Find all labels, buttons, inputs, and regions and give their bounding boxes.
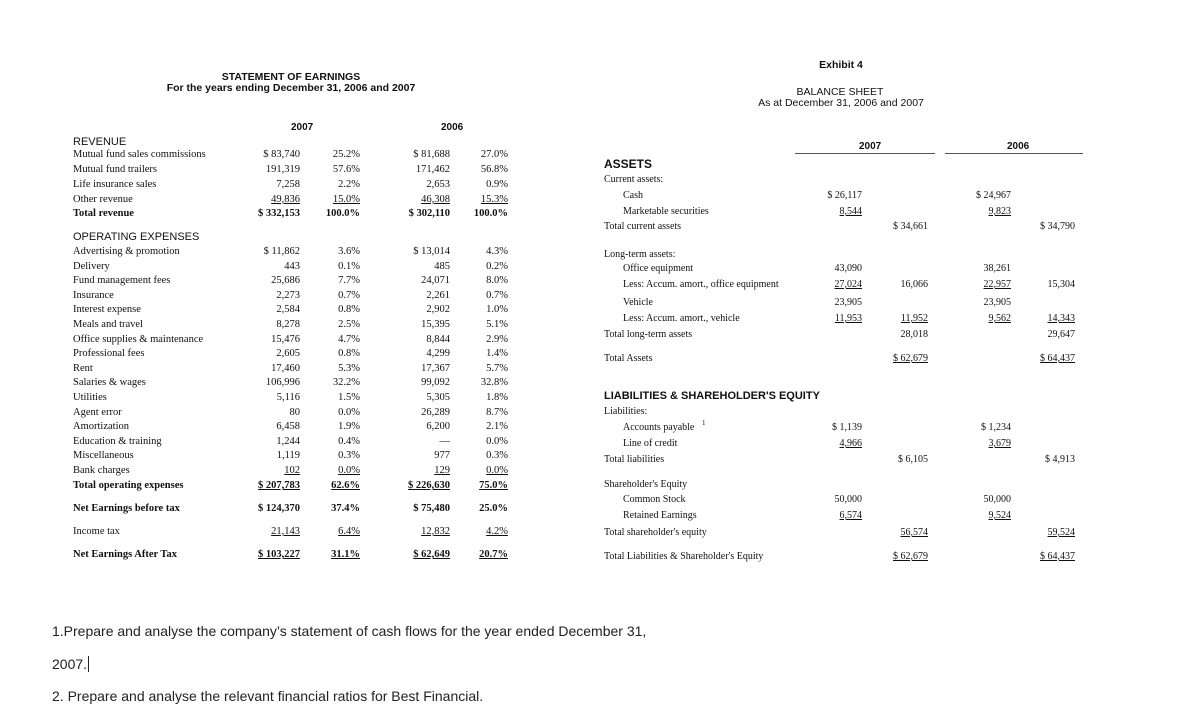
- earnings-subtitle: For the years ending December 31, 2006 and 2007: [166, 82, 416, 94]
- revenue-row-3-p07: 15.0%: [332, 194, 360, 205]
- total-assets-b07: $ 62,679: [893, 353, 928, 364]
- liabilities-label: Liabilities:: [604, 406, 648, 417]
- office-equipment-a07: 43,090: [834, 263, 862, 274]
- question-1-year: 2007.: [52, 656, 88, 672]
- expense-row-14-label: Miscellaneous: [73, 450, 134, 461]
- revenue-row-4-v07: $ 332,153: [258, 208, 300, 219]
- revenue-row-0-p06: 27.0%: [480, 149, 508, 160]
- total-current-assets-b06: $ 34,790: [1040, 221, 1075, 232]
- expense-row-10-p07: 1.5%: [338, 392, 360, 403]
- expense-row-4-label: Interest expense: [73, 304, 141, 315]
- accum-amort-vehicle-a07: 11,953: [834, 313, 862, 324]
- assets-header: ASSETS: [604, 157, 653, 171]
- shareholder-equity-label: Shareholder's Equity: [604, 479, 688, 490]
- net-earnings-after-tax-p07: 31.1%: [331, 549, 360, 560]
- revenue-row-0-v06: $ 81,688: [413, 149, 450, 160]
- expense-row-7-p06: 1.4%: [486, 348, 508, 359]
- expense-row-0-v06: $ 13,014: [413, 246, 450, 257]
- question-2: 2. Prepare and analyse the relevant financial ratios for Best Financial.: [52, 688, 484, 704]
- expense-row-9-label: Salaries & wages: [73, 377, 146, 388]
- accounts-payable-a06: $ 1,234: [981, 422, 1011, 433]
- revenue-row-2-p06: 0.9%: [486, 179, 508, 190]
- expense-row-13-p07: 0.4%: [338, 436, 360, 447]
- revenue-row-3-p06: 15.3%: [480, 194, 508, 205]
- office-equipment-label: Office equipment: [623, 263, 694, 274]
- expense-row-13-v06: —: [439, 436, 450, 447]
- expense-row-12-p07: 1.9%: [338, 421, 360, 432]
- expense-row-10-p06: 1.8%: [486, 392, 508, 403]
- expense-row-12-v07: 6,458: [276, 421, 300, 432]
- revenue-row-1-v06: 171,462: [415, 164, 450, 175]
- expense-row-0-p07: 3.6%: [338, 246, 360, 257]
- total-liabilities-b07: $ 6,105: [898, 454, 928, 465]
- net-earnings-after-tax-p06: 20.7%: [479, 549, 508, 560]
- expense-row-8-p07: 5.3%: [338, 363, 360, 374]
- total-current-assets-label: Total current assets: [604, 221, 682, 232]
- expense-row-9-p06: 32.8%: [480, 377, 508, 388]
- total-long-term-assets-b07: 28,018: [900, 329, 928, 340]
- expense-row-4-p07: 0.8%: [338, 304, 360, 315]
- expense-row-12-label: Amortization: [73, 421, 129, 432]
- revenue-row-4-v06: $ 302,110: [408, 208, 450, 219]
- total-long-term-assets-b06: 29,647: [1047, 329, 1075, 340]
- year-underline-2007: [795, 153, 935, 154]
- revenue-row-0-v07: $ 83,740: [263, 149, 300, 160]
- expense-row-6-v06: 8,844: [426, 334, 450, 345]
- accounts-payable-label: Accounts payable: [623, 422, 695, 433]
- expense-row-4-v07: 2,584: [276, 304, 300, 315]
- revenue-row-3-label: Other revenue: [73, 194, 133, 205]
- expense-row-11-v06: 26,289: [421, 407, 450, 418]
- accounts-payable-a07: $ 1,139: [832, 422, 862, 433]
- expense-row-16-p07: 62.6%: [331, 480, 360, 491]
- balance-year-2007: 2007: [859, 141, 882, 152]
- expense-row-9-p07: 32.2%: [332, 377, 360, 388]
- expense-row-2-p06: 8.0%: [486, 275, 508, 286]
- accounts-payable-footnote-wrap: [702, 419, 706, 430]
- expense-row-7-v07: 2,605: [276, 348, 300, 359]
- common-stock-a06: 50,000: [983, 494, 1011, 505]
- office-equipment-a06: 38,261: [983, 263, 1011, 274]
- revenue-row-1-p07: 57.6%: [332, 164, 360, 175]
- retained-earnings-label: Retained Earnings: [623, 510, 697, 521]
- long-term-assets-label: Long-term assets:: [604, 249, 676, 260]
- expense-row-3-v07: 2,273: [276, 290, 300, 301]
- earnings-before-tax-p07: 37.4%: [331, 503, 360, 514]
- accum-amort-office-a06: 22,957: [983, 279, 1011, 290]
- question-1-line-1: 1.Prepare and analyse the company’s statement of cash flows for the year ended December 31,: [52, 623, 647, 639]
- revenue-header: REVENUE: [73, 136, 127, 148]
- line-of-credit-label: Line of credit: [623, 438, 678, 449]
- total-liabilities-equity-label: Total Liabilities & Shareholder's Equity: [604, 551, 764, 562]
- balance-title: BALANCE SHEET: [796, 86, 884, 98]
- net-earnings-after-tax-label: Net Earnings After Tax: [73, 549, 177, 560]
- expense-row-0-v07: $ 11,862: [263, 246, 300, 257]
- net-earnings-after-tax-v06: $ 62,649: [413, 549, 450, 560]
- expense-row-3-v06: 2,261: [426, 290, 450, 301]
- expense-row-7-label: Professional fees: [73, 348, 145, 359]
- question-1-line-2: [52, 656, 89, 672]
- total-shareholder-equity-b06: 59,524: [1047, 527, 1075, 538]
- expense-row-8-p06: 5.7%: [486, 363, 508, 374]
- common-stock-label: Common Stock: [623, 494, 686, 505]
- expense-row-15-p07: 0.0%: [338, 465, 360, 476]
- marketable-securities-a06: 9,823: [988, 206, 1011, 217]
- cash-a06: $ 24,967: [976, 190, 1011, 201]
- income-tax-label: Income tax: [73, 526, 120, 537]
- expense-row-8-label: Rent: [73, 363, 93, 374]
- earnings-before-tax-v07: $ 124,370: [258, 503, 300, 514]
- expense-row-16-v07: $ 207,783: [258, 480, 300, 491]
- expense-row-2-p07: 7.7%: [338, 275, 360, 286]
- earnings-before-tax-v06: $ 75,480: [413, 503, 450, 514]
- expense-row-1-p06: 0.2%: [486, 261, 508, 272]
- expense-row-16-p06: 75.0%: [479, 480, 508, 491]
- expense-row-5-p07: 2.5%: [338, 319, 360, 330]
- income-tax-v06: 12,832: [421, 526, 450, 537]
- earnings-year-2007: 2007: [291, 122, 314, 133]
- cash-label: Cash: [623, 190, 643, 201]
- marketable-securities-label: Marketable securities: [623, 206, 709, 217]
- expense-row-1-v07: 443: [284, 261, 300, 272]
- income-tax-p07: 6.4%: [338, 526, 360, 537]
- revenue-row-1-v07: 191,319: [265, 164, 300, 175]
- expense-row-15-p06: 0.0%: [486, 465, 508, 476]
- expense-row-4-v06: 2,902: [426, 304, 450, 315]
- retained-earnings-a06: 9,524: [988, 510, 1011, 521]
- expense-row-3-label: Insurance: [73, 290, 114, 301]
- balance-subtitle: As at December 31, 2006 and 2007: [758, 97, 924, 109]
- expense-row-13-v07: 1,244: [276, 436, 300, 447]
- expense-row-6-label: Office supplies & maintenance: [73, 334, 204, 345]
- accum-amort-office-a07: 27,024: [834, 279, 862, 290]
- revenue-row-1-label: Mutual fund trailers: [73, 164, 157, 175]
- expense-row-8-v06: 17,367: [421, 363, 450, 374]
- accum-amort-office-b07: 16,066: [900, 279, 928, 290]
- revenue-row-2-label: Life insurance sales: [73, 179, 157, 190]
- total-liabilities-b06: $ 4,913: [1045, 454, 1075, 465]
- expense-row-13-label: Education & training: [73, 436, 162, 447]
- revenue-row-4-label: Total revenue: [73, 208, 134, 219]
- vehicle-label: Vehicle: [623, 297, 653, 308]
- expense-row-14-v07: 1,119: [276, 450, 300, 461]
- expense-row-15-v06: 129: [434, 465, 450, 476]
- revenue-row-2-v07: 7,258: [276, 179, 300, 190]
- total-liabilities-equity-b06: $ 64,437: [1040, 551, 1075, 562]
- earnings-year-2006: 2006: [441, 122, 464, 133]
- expense-row-5-v07: 8,278: [276, 319, 300, 330]
- expense-row-13-p06: 0.0%: [486, 436, 508, 447]
- total-long-term-assets-label: Total long-term assets: [604, 329, 693, 340]
- expense-row-14-p07: 0.3%: [338, 450, 360, 461]
- revenue-row-3-v07: 49,836: [271, 194, 300, 205]
- expense-row-4-p06: 1.0%: [486, 304, 508, 315]
- revenue-row-2-v06: 2,653: [426, 179, 450, 190]
- expense-row-7-p07: 0.8%: [338, 348, 360, 359]
- total-shareholder-equity-label: Total shareholder's equity: [604, 527, 707, 538]
- expense-row-2-v07: 25,686: [271, 275, 300, 286]
- expense-row-16-label: Total operating expenses: [73, 480, 184, 491]
- expense-row-11-v07: 80: [289, 407, 300, 418]
- revenue-row-2-p07: 2.2%: [338, 179, 360, 190]
- line-of-credit-a06: 3,679: [988, 438, 1011, 449]
- expense-row-1-p07: 0.1%: [338, 261, 360, 272]
- expense-row-15-v07: 102: [284, 465, 300, 476]
- total-current-assets-b07: $ 34,661: [893, 221, 928, 232]
- revenue-row-4-p07: 100.0%: [325, 208, 360, 219]
- expenses-header: OPERATING EXPENSES: [73, 231, 200, 243]
- expense-row-11-label: Agent error: [73, 407, 122, 418]
- vehicle-a07: 23,905: [834, 297, 862, 308]
- common-stock-a07: 50,000: [834, 494, 862, 505]
- expense-row-10-v06: 5,305: [426, 392, 450, 403]
- accum-amort-office-label: Less: Accum. amort., office equipment: [623, 279, 779, 290]
- earnings-before-tax-p06: 25.0%: [479, 503, 508, 514]
- total-liabilities-equity-b07: $ 62,679: [893, 551, 928, 562]
- expense-row-6-p06: 2.9%: [486, 334, 508, 345]
- total-assets-b06: $ 64,437: [1040, 353, 1075, 364]
- income-tax-p06: 4.2%: [486, 526, 508, 537]
- text-cursor: [88, 656, 89, 672]
- expense-row-0-p06: 4.3%: [486, 246, 508, 257]
- liabilities-equity-header: LIABILITIES & SHAREHOLDER'S EQUITY: [604, 390, 820, 402]
- expense-row-3-p06: 0.7%: [486, 290, 508, 301]
- expense-row-3-p07: 0.7%: [338, 290, 360, 301]
- revenue-row-0-label: Mutual fund sales commissions: [73, 149, 206, 160]
- total-assets-label: Total Assets: [604, 353, 653, 364]
- line-of-credit-a07: 4,966: [839, 438, 862, 449]
- total-liabilities-label: Total liabilities: [604, 454, 665, 465]
- expense-row-5-label: Meals and travel: [73, 319, 143, 330]
- expense-row-12-v06: 6,200: [426, 421, 450, 432]
- earnings-title: STATEMENT OF EARNINGS: [221, 71, 361, 83]
- accum-amort-vehicle-label: Less: Accum. amort., vehicle: [623, 313, 740, 324]
- earnings-before-tax-label: Net Earnings before tax: [73, 503, 180, 514]
- balance-year-2006: 2006: [1007, 141, 1030, 152]
- income-tax-v07: 21,143: [271, 526, 300, 537]
- revenue-row-3-v06: 46,308: [421, 194, 450, 205]
- expense-row-1-label: Delivery: [73, 261, 110, 272]
- expense-row-14-p06: 0.3%: [486, 450, 508, 461]
- total-shareholder-equity-b07: 56,574: [900, 527, 928, 538]
- expense-row-14-v06: 977: [434, 450, 450, 461]
- expense-row-16-v06: $ 226,630: [408, 480, 450, 491]
- expense-row-7-v06: 4,299: [426, 348, 450, 359]
- accum-amort-vehicle-a06: 9,562: [988, 313, 1011, 324]
- expense-row-0-label: Advertising & promotion: [73, 246, 180, 257]
- retained-earnings-a07: 6,574: [839, 510, 862, 521]
- cash-a07: $ 26,117: [827, 190, 862, 201]
- expense-row-6-v07: 15,476: [271, 334, 300, 345]
- marketable-securities-a07: 8,544: [839, 206, 862, 217]
- exhibit-label: Exhibit 4: [819, 59, 863, 71]
- expense-row-10-v07: 5,116: [276, 392, 300, 403]
- expense-row-5-v06: 15,395: [421, 319, 450, 330]
- year-underline-2006: [945, 153, 1083, 154]
- expense-row-9-v07: 106,996: [265, 377, 300, 388]
- revenue-row-0-p07: 25.2%: [332, 149, 360, 160]
- net-earnings-after-tax-v07: $ 103,227: [258, 549, 300, 560]
- expense-row-11-p07: 0.0%: [338, 407, 360, 418]
- revenue-row-4-p06: 100.0%: [473, 208, 508, 219]
- accounts-payable-footnote: 1: [702, 419, 706, 427]
- expense-row-10-label: Utilities: [73, 392, 107, 403]
- expense-row-11-p06: 8.7%: [486, 407, 508, 418]
- expense-row-12-p06: 2.1%: [486, 421, 508, 432]
- expense-row-2-label: Fund management fees: [73, 275, 171, 286]
- revenue-row-1-p06: 56.8%: [480, 164, 508, 175]
- expense-row-2-v06: 24,071: [421, 275, 450, 286]
- accum-amort-vehicle-b07: 11,952: [900, 313, 928, 324]
- accum-amort-vehicle-b06: 14,343: [1047, 313, 1075, 324]
- expense-row-5-p06: 5.1%: [486, 319, 508, 330]
- accum-amort-office-b06: 15,304: [1047, 279, 1075, 290]
- expense-row-15-label: Bank charges: [73, 465, 130, 476]
- expense-row-9-v06: 99,092: [421, 377, 450, 388]
- expense-row-8-v07: 17,460: [271, 363, 300, 374]
- expense-row-6-p07: 4.7%: [338, 334, 360, 345]
- current-assets-label: Current assets:: [604, 174, 664, 185]
- expense-row-1-v06: 485: [434, 261, 450, 272]
- vehicle-a06: 23,905: [983, 297, 1011, 308]
